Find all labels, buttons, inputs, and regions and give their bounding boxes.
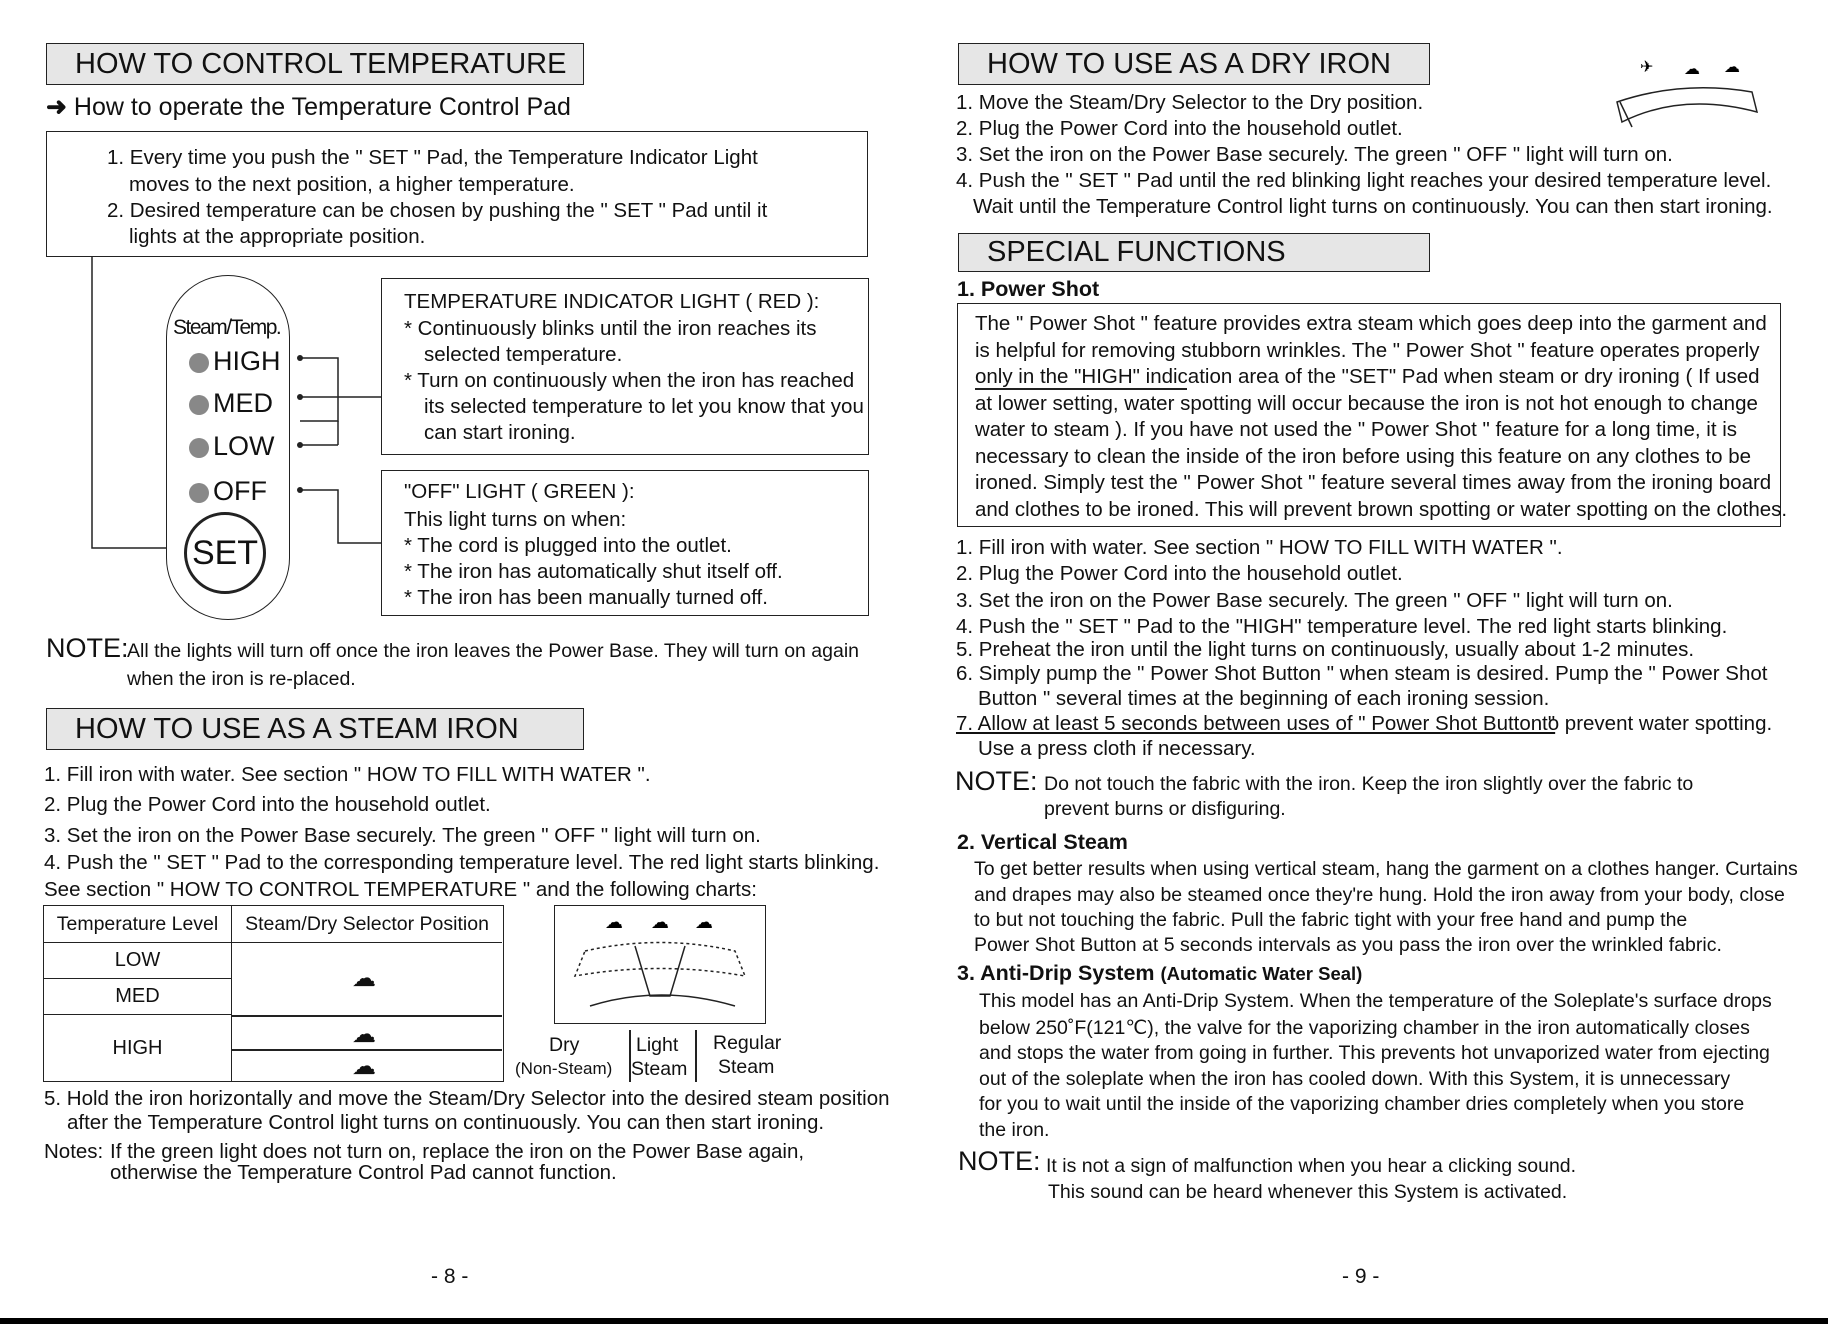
ps-box-line: is helpful for removing stubborn wrinkles. The " Power Shot " feature operates properly — [975, 339, 1760, 362]
ps-box-line: and clothes to be ironed. This will prevent brown spotting or water spotting on the clothes. — [975, 498, 1788, 521]
page-number-left: - 8 - — [431, 1265, 469, 1288]
indicator-line: its selected temperature to let you know that you — [424, 395, 864, 418]
note-label: NOTE: — [955, 766, 1038, 796]
off-title: "OFF" LIGHT ( GREEN ): — [404, 480, 635, 503]
level-med: MED — [189, 388, 273, 419]
low-light-icon — [189, 438, 209, 458]
ps-step: 7. Allow at least 5 seconds between uses of " Power Shot Button " — [956, 712, 1556, 735]
notes-line: If the green light does not turn on, replace the iron on the Power Base again, — [110, 1140, 805, 1163]
notes-label: Notes: — [44, 1140, 104, 1163]
selector-dry-sub: (Non-Steam) — [515, 1059, 613, 1078]
ps-step: 3. Set the iron on the Power Base securely. The green " OFF " light will turn on. — [956, 589, 1673, 612]
ad-line: below 250˚F(121℃), the valve for the vaporizing chamber in the iron automatically closes — [979, 1017, 1750, 1039]
indicator-line: * Turn on continuously when the iron has reached — [404, 369, 855, 392]
steam-step: See section " HOW TO CONTROL TEMPERATURE " and the following charts: — [44, 878, 757, 901]
selector-light-label: Light — [636, 1034, 679, 1056]
indicator-light-box — [381, 278, 869, 455]
temp-control-header: HOW TO CONTROL TEMPERATURE — [46, 43, 584, 85]
step5-line: 5. Hold the iron horizontally and move the Steam/Dry Selector into the desired steam position — [44, 1087, 890, 1110]
ad-line: This model has an Anti-Drip System. When the temperature of the Soleplate's surface drops — [979, 990, 1772, 1012]
svg-text:☁: ☁ — [695, 912, 713, 933]
svg-text:☁: ☁ — [651, 912, 669, 933]
ps-step: 5. Preheat the iron until the light turns on continuously, usually about 1-2 minutes. — [956, 638, 1695, 661]
step5-line: after the Temperature Control light turns on continuously. You can then start ironing. — [67, 1111, 825, 1134]
dry-step: 1. Move the Steam/Dry Selector to the Dry position. — [956, 91, 1424, 114]
note-line: All the lights will turn off once the iron leaves the Power Base. They will turn on again — [127, 640, 860, 662]
ad-line: and stops the water from going in further. This prevents hot unvaporized water from ejecting — [979, 1042, 1770, 1064]
ps-box-line: water to steam ). If you have not used the " Power Shot " feature for a long time, it is — [975, 418, 1738, 441]
pad-step-line: 2. Desired temperature can be chosen by pushing the " SET " Pad until it — [107, 199, 768, 222]
table-row-med: MED — [44, 979, 232, 1015]
level-high: HIGH — [189, 346, 281, 377]
steam-step: 4. Push the " SET " Pad to the corresponding temperature level. The red light starts blinking. — [44, 851, 880, 874]
off-line: * The cord is plugged into the outlet. — [404, 534, 732, 557]
bottom-border — [0, 1318, 1828, 1324]
indicator-title: TEMPERATURE INDICATOR LIGHT ( RED ): — [404, 290, 820, 313]
note1-line: Do not touch the fabric with the iron. Keep the iron slightly over the fabric to — [1044, 773, 1694, 795]
level-low: LOW — [189, 431, 275, 462]
note1-line: prevent burns or disfiguring. — [1044, 798, 1286, 820]
svg-text:☁: ☁ — [605, 912, 623, 933]
pad-step-line: moves to the next position, a higher temperature. — [129, 173, 575, 196]
vs-line: and drapes may also be steamed once they're hung. Hold the iron away from your body, close — [974, 884, 1785, 906]
ps-box-line: at lower setting, water spotting will occur because the iron is not hot enough to change — [975, 392, 1758, 415]
selector-regular-label: Regular — [713, 1032, 782, 1054]
off-line: * The iron has automatically shut itself off. — [404, 560, 783, 583]
page-number-right: - 9 - — [1342, 1265, 1380, 1288]
light-steam-icon: ☁ — [352, 1021, 376, 1048]
note-label: NOTE: — [958, 1146, 1041, 1176]
selector-light-label2: Steam — [631, 1058, 688, 1080]
temperature-table — [43, 905, 504, 1082]
off-light-icon — [189, 483, 209, 503]
note-label: NOTE: — [46, 633, 129, 663]
note2-line: This sound can be heard whenever this System is activated. — [1048, 1181, 1568, 1203]
panel-title: Steam/Temp. — [173, 316, 281, 339]
special-functions-header: SPECIAL FUNCTIONS — [958, 233, 1430, 272]
ps-step: to prevent water spotting. — [1542, 712, 1773, 735]
table-header-level: Temperature Level — [44, 906, 232, 943]
note-line: when the iron is re-placed. — [127, 668, 356, 690]
ps-box-line: ironed. Simply test the " Power Shot " feature several times away from the ironing board — [975, 471, 1772, 494]
dry-step: Wait until the Temperature Control light turns on continuously. You can then start ironing. — [973, 195, 1773, 218]
ps-step: 6. Simply pump the " Power Shot Button " when steam is desired. Pump the " Power Shot — [956, 662, 1768, 685]
indicator-line: * Continuously blinks until the iron reaches its — [404, 317, 817, 340]
dry-selector-icon — [1612, 52, 1762, 132]
vertical-steam-title: 2. Vertical Steam — [957, 830, 1128, 854]
dry-step: 2. Plug the Power Cord into the household outlet. — [956, 117, 1403, 140]
ps-step: Use a press cloth if necessary. — [978, 737, 1256, 760]
pad-step-line: lights at the appropriate position. — [129, 225, 426, 248]
dry-iron-header: HOW TO USE AS A DRY IRON — [958, 43, 1430, 85]
control-panel — [166, 275, 290, 620]
ps-box-line: The " Power Shot " feature provides extra steam which goes deep into the garment and — [975, 312, 1767, 335]
table-row-high: HIGH — [44, 1015, 232, 1081]
note2-line: It is not a sign of malfunction when you hear a clicking sound. — [1046, 1155, 1577, 1177]
med-light-icon — [189, 395, 209, 415]
svg-text:☁: ☁ — [1724, 57, 1740, 76]
anti-drip-title: 3. Anti-Drip System (Automatic Water Seal) — [957, 961, 1363, 985]
arrow-right-icon: ➜ — [46, 93, 67, 121]
ad-line: the iron. — [979, 1119, 1050, 1141]
table-header-selector: Steam/Dry Selector Position — [232, 906, 502, 943]
off-line: * The iron has been manually turned off. — [404, 586, 768, 609]
ps-step: 1. Fill iron with water. See section " HOW TO FILL WITH WATER ". — [956, 536, 1563, 559]
selector-icon — [555, 906, 764, 1022]
vs-line: To get better results when using vertical steam, hang the garment on a clothes hanger. Curtains — [974, 858, 1798, 880]
steam-step: 2. Plug the Power Cord into the household outlet. — [44, 793, 491, 816]
pad-step-line: 1. Every time you push the " SET " Pad, the Temperature Indicator Light — [107, 146, 758, 169]
vs-line: to but not touching the fabric. Pull the fabric tight with your free hand and pump the — [974, 909, 1688, 931]
ps-step: 4. Push the " SET " Pad to the "HIGH" temperature level. The red light starts blinking. — [956, 615, 1728, 638]
dry-step: 3. Set the iron on the Power Base securely. The green " OFF " light will turn on. — [956, 143, 1673, 166]
steam-step: 1. Fill iron with water. See section " HOW TO FILL WITH WATER ". — [44, 763, 651, 786]
temp-subheader-text: How to operate the Temperature Control Pad — [73, 93, 571, 121]
selector-illustration — [554, 905, 766, 1024]
svg-text:☁: ☁ — [1684, 59, 1700, 78]
regular-steam-icon: ☁ — [352, 1053, 376, 1080]
set-button[interactable] — [184, 512, 266, 594]
light-steam-icon: ☁ — [352, 965, 376, 992]
indicator-line: can start ironing. — [424, 421, 576, 444]
underline — [975, 388, 1187, 390]
ad-line: out of the soleplate when the iron has cooled down. With this System, it is unnecessary — [979, 1068, 1731, 1090]
ps-box-line: only in the "HIGH" indication area of the "SET" Pad when steam or dry ironing ( If used — [975, 365, 1760, 388]
power-shot-title: 1. Power Shot — [957, 277, 1100, 301]
steam-iron-header: HOW TO USE AS A STEAM IRON — [46, 708, 584, 750]
power-shot-box — [957, 303, 1788, 527]
svg-text:✈: ✈ — [1640, 57, 1654, 76]
ps-step: Button " several times at the beginning of each ironing session. — [978, 687, 1550, 710]
high-light-icon — [189, 353, 209, 373]
notes-line: otherwise the Temperature Control Pad cannot function. — [110, 1161, 617, 1184]
ad-line: for you to wait until the inside of the vaporizing chamber dries completely when you store — [979, 1093, 1745, 1115]
ps-step: 2. Plug the Power Cord into the household outlet. — [956, 562, 1403, 585]
off-line: This light turns on when: — [404, 508, 627, 531]
table-row-low: LOW — [44, 943, 232, 979]
selector-dry-label: Dry — [549, 1034, 580, 1056]
set-label: SET — [191, 533, 259, 572]
ps-box-line: necessary to clean the inside of the iron before using this feature on any clothes to be — [975, 445, 1752, 468]
indicator-line: selected temperature. — [424, 343, 623, 366]
dry-step: 4. Push the " SET " Pad until the red blinking light reaches your desired temperature level. — [956, 169, 1772, 192]
off-light-box — [381, 470, 869, 616]
selector-regular-label2: Steam — [718, 1056, 775, 1078]
level-off: OFF — [189, 476, 267, 507]
vs-line: Power Shot Button at 5 seconds intervals as you pass the iron over the wrinkled fabric. — [974, 934, 1722, 956]
steam-step: 3. Set the iron on the Power Base securely. The green " OFF " light will turn on. — [44, 824, 761, 847]
